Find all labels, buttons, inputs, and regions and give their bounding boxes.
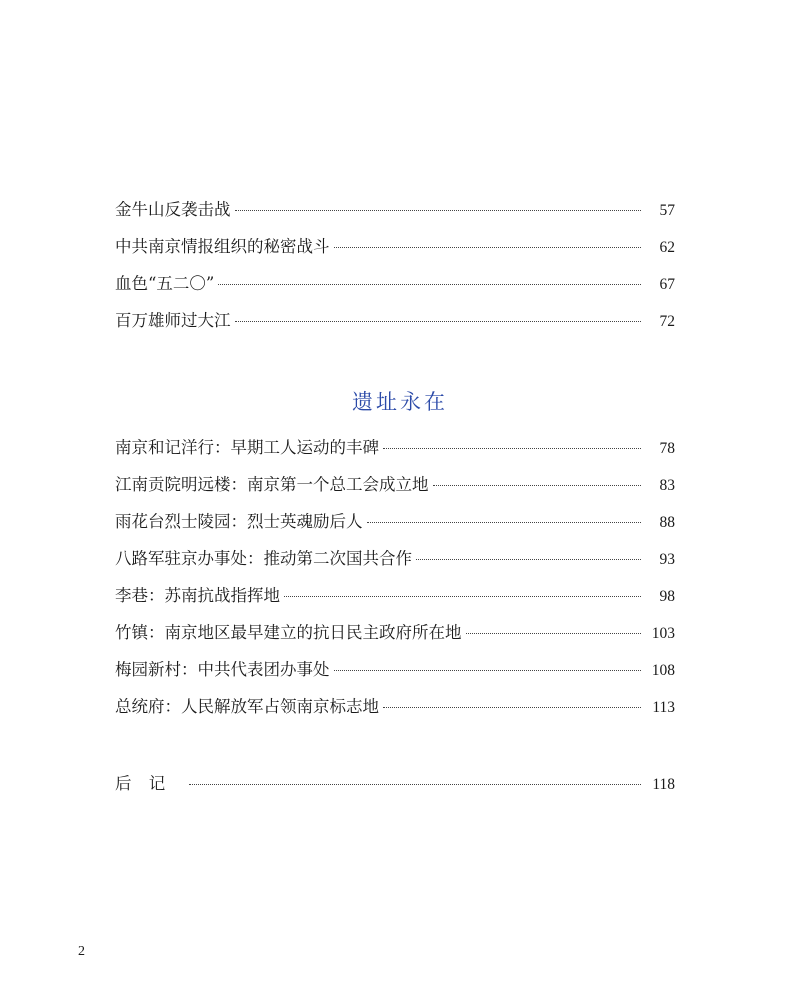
toc-entry-title: 金牛山反袭击战: [115, 200, 231, 219]
dot-leader: [189, 784, 641, 785]
toc-part2: [115, 434, 675, 730]
toc-entry-page: 62: [659, 239, 675, 256]
toc-entry[interactable]: [115, 545, 675, 582]
dot-leader: [284, 596, 641, 597]
toc-part1: [115, 196, 675, 344]
toc-entry-page: 83: [659, 477, 675, 494]
toc-entry-afterword[interactable]: [115, 770, 675, 807]
toc-entry-page: 103: [651, 625, 675, 642]
toc-entry[interactable]: [115, 471, 675, 508]
toc-entry-page: 88: [659, 514, 675, 531]
toc-entry-page: 98: [659, 588, 675, 605]
toc-afterword: [115, 770, 675, 807]
toc-entry-title: 百万雄师过大江: [115, 311, 231, 330]
toc-entry[interactable]: [115, 582, 675, 619]
toc-entry[interactable]: [115, 196, 675, 233]
toc-entry-title: 竹镇：南京地区最早建立的抗日民主政府所在地: [115, 623, 462, 642]
dot-leader: [433, 485, 642, 486]
toc-entry-title: 八路军驻京办事处：推动第二次国共合作: [115, 549, 412, 568]
dot-leader: [383, 707, 641, 708]
toc-entry[interactable]: [115, 508, 675, 545]
dot-leader: [218, 284, 641, 285]
toc-entry[interactable]: [115, 656, 675, 693]
toc-entry[interactable]: [115, 619, 675, 656]
toc-entry-title: 李巷：苏南抗战指挥地: [115, 586, 280, 605]
toc-entry[interactable]: [115, 307, 675, 344]
toc-entry[interactable]: [115, 270, 675, 307]
toc-entry[interactable]: [115, 693, 675, 730]
dot-leader: [466, 633, 642, 634]
toc-entry[interactable]: [115, 434, 675, 471]
section-heading: 遗址永在: [352, 390, 448, 414]
dot-leader: [334, 247, 642, 248]
dot-leader: [235, 210, 642, 211]
page-number: 2: [78, 944, 85, 959]
toc-entry-title: 总统府：人民解放军占领南京标志地: [115, 697, 379, 716]
toc-entry-page: 118: [652, 776, 675, 793]
toc-entry-page: 108: [651, 662, 675, 679]
toc-entry-title: 中共南京情报组织的秘密战斗: [115, 237, 330, 256]
dot-leader: [367, 522, 642, 523]
toc-entry-page: 78: [659, 440, 675, 457]
toc-entry-page: 57: [659, 202, 675, 219]
toc-entry[interactable]: [115, 233, 675, 270]
dot-leader: [416, 559, 641, 560]
toc-entry-title: 南京和记洋行：早期工人运动的丰碑: [115, 438, 379, 457]
dot-leader: [235, 321, 642, 322]
toc-entry-title: 血色“五二〇”: [115, 274, 215, 293]
toc-entry-title: 江南贡院明远楼：南京第一个总工会成立地: [115, 475, 429, 494]
toc-entry-title: 雨花台烈士陵园：烈士英魂励后人: [115, 512, 363, 531]
toc-entry-title: 梅园新村：中共代表团办事处: [115, 660, 330, 679]
dot-leader: [334, 670, 642, 671]
dot-leader: [383, 448, 641, 449]
toc-entry-title: 后 记: [115, 774, 172, 793]
toc-entry-page: 93: [659, 551, 675, 568]
toc-entry-page: 67: [659, 276, 675, 293]
toc-entry-page: 113: [652, 699, 675, 716]
toc-entry-page: 72: [659, 313, 675, 330]
